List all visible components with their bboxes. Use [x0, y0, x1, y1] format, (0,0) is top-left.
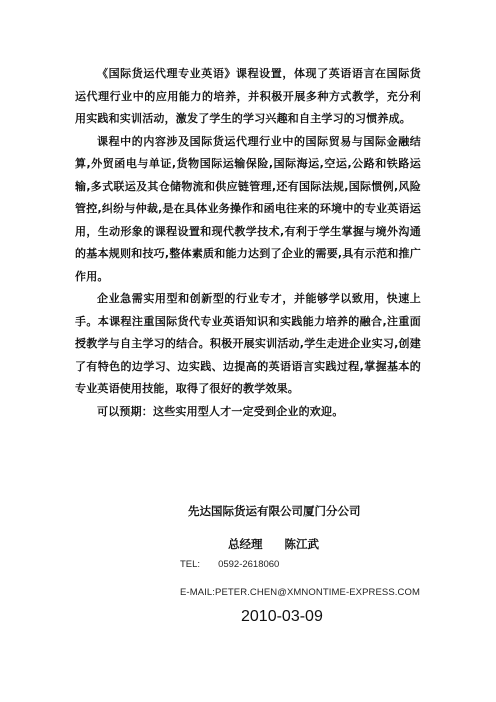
telephone: [180, 559, 279, 570]
tel-label: TEL:: [180, 559, 201, 570]
company-name: 先达国际货运有限公司厦门分公司: [188, 504, 361, 518]
paragraph-3: 企业急需实用型和创新型的行业专才，并能够学以致用，快速上手。本课程注重国际货代专业英语知识和实践能力培养的融合,注重面授教学与自主学习的结合。积极开展实训活动,学生走进企业实习,创建了有特色的边学习、边实践、边提高的英语语言实践过程,掌握基本的专业英语使用技能，取得了很好的教学效果。: [75, 292, 421, 395]
paragraph-2: 课程中的内容涉及国际货运代理行业中的国际贸易与国际金融结算,外贸函电与单证,货物国际运输保险,国际海运,空运,公路和铁路运输,多式联运及其仓储物流和供应链管理,还有国际法规,国际惯例,风险管控,纠纷与仲裁,是在具体业务操作和函电往来的环境中的专业英语运用，生动形象的课程设置和现代教学技术,有利于学生掌握与境外沟通的基本规则和技巧,整体素质和能力达到了企业的需要,具有示范和推广作用。: [75, 134, 421, 283]
letter-body: [75, 63, 421, 423]
email-address: E-MAIL:PETER.CHEN@XMNONTIME-EXPRESS.COM: [180, 587, 420, 598]
signatory-title: 总经理: [228, 537, 263, 551]
signatory-name: 陈江武: [284, 537, 319, 551]
tel-number: 0592-2618060: [218, 559, 280, 570]
paragraph-4: 可以预期：这些实用型人才一定受到企业的欢迎。: [97, 404, 344, 418]
letter-date: 2010-03-09: [241, 608, 323, 625]
paragraph-1: 《国际货运代理专业英语》课程设置，体现了英语语言在国际货运代理行业中的应用能力的培养，并积极开展多种方式教学，充分利用实践和实训活动，激发了学生的学习兴趣和自主学习的习惯养成。: [75, 67, 421, 125]
signatory: [228, 536, 319, 552]
